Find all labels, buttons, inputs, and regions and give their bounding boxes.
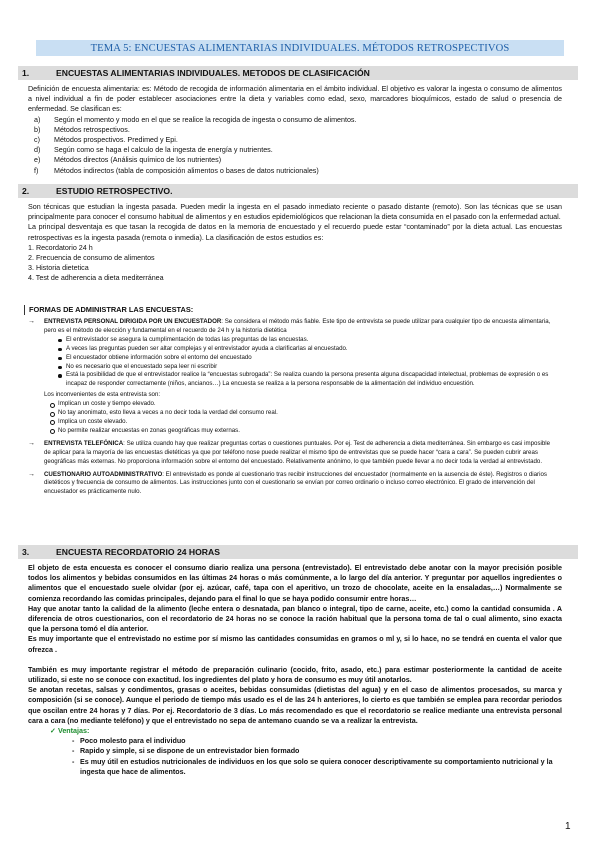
list-item: - Poco molesto para el individuo	[72, 736, 562, 746]
list-item: c) Métodos prospectivos. Predimed y Epi.	[34, 136, 178, 145]
list-item: a) Según el momento y modo en el que se realice la recogida de ingesta o consumo de alimentos.	[34, 115, 357, 124]
self-admin-item: → CUESTIONARIO AUTOADMINISTRATIVO: El entrevistado es ponde al cuestionario tras recibir instrucciones del encuestador (normalmente en la ausencia de éste). Registros o diarios dietéticos y frecuencia de consumo de alimentos. Las instrucciones junto con el cuestionario se envían por correo ordinario o incluso correo electrónico. El grado de intervención del encuestador es prácticamente nulo.	[28, 470, 547, 496]
list-item: 3. Historia dietetica	[28, 264, 89, 273]
s3-paragraph-2: Hay que anotar tanto la calidad de la alimento (leche entera o desnatada, pan blanco o integral, tipo de carne, aceite, etc.) como la cantidad consumida . A diferencia de otros cuestionarios, con el recordatorio de 24 horas no se conoce la ración habitual que la persona toma de tal o cual alimento, sino exacta que la persona tomó el día anterior.	[28, 604, 562, 634]
s2-list	[28, 243, 562, 284]
list-item: Implican un coste y tiempo elevado.	[50, 400, 558, 409]
check-icon: ✓	[50, 727, 56, 736]
page-number: 1	[565, 821, 571, 832]
s1-intro: Definición de encuesta alimentaria: es: Método de recogida de información alimentaria en el ámbito individual. El objetivo es valorar la ingesta o consumo de alimentos a nivel individual a fin de poder establecer asociaciones entre la dieta y variables como edad, sexo, marcadores bioquímicos, estado de salud o presencia de enfermedad. Se clasifican es:	[28, 85, 562, 114]
section-3-body	[28, 563, 562, 777]
list-item: 4. Test de adherencia a dieta mediterránea	[28, 274, 164, 283]
list-item: 1. Recordatorio 24 h	[28, 243, 93, 252]
forms-body	[28, 318, 558, 497]
list-item: No tay anonimato, esto lleva a veces a no decir toda la verdad del consumo real.	[50, 409, 558, 418]
list-item: e) Métodos directos (Análisis químico de los nutrientes)	[34, 156, 222, 165]
list-item: No es necesario que el encuestado sepa leer ni escribir	[58, 363, 558, 372]
forms-heading: FORMAS DE ADMINISTRAR LAS ENCUESTAS:	[24, 305, 193, 315]
section-2-body	[28, 202, 562, 284]
page-title: TEMA 5: ENCUESTAS ALIMENTARIAS INDIVIDUALES. MÉTODOS RETROSPECTIVOS	[90, 42, 510, 54]
s2-paragraph-2: La principal desventaja es que tasan la recogida de datos en la memoria de encuestado y el recuerdo puede estar “contaminado” por la dieta actual. Las encuestas retrospectivas es la ingesta pasada (remota o inmedia). La clasificación de estos estudios es:	[28, 223, 562, 242]
list-item: 2. Frecuencia de consumo de alimentos	[28, 254, 155, 263]
title-banner	[36, 40, 564, 56]
list-item: No permite realizar encuestas en zonas geográficas muy externas.	[50, 427, 558, 436]
list-item: b) Métodos retrospectivos.	[34, 125, 130, 134]
section-3-heading: 3. ENCUESTA RECORDATORIO 24 HORAS	[18, 545, 578, 559]
s3-paragraph-3: Es muy importante que el entrevistado no estime por sí mismo las cantidades consumidas en gramos o ml y, si lo hace, no se tendrá en cuenta el valor que ofrezca .	[28, 635, 562, 654]
s3-paragraph-1: El objeto de esta encuesta es conocer el consumo diario realiza una persona (entrevistado). El entrevistado debe anotar con la mayor precisión posible todos los alimentos y bebidas consumidos en las últimas 24 horas o más comúnmente, a lo largo del día anterior. Y preguntar por aquellos ingredientes o alimentos que el encuestado suele olvidar (por ej. azúcar, café, tapa con el aperitivo, un trozo de chocolate, aceite en la ensaladas,…) Normalmente se comienza recordando las comidas principales, dejando para el final lo que se haya podido consumir entre horas…	[28, 564, 562, 603]
list-item: d) Según como se haga el calculo de la ingesta de energía y nutrientes.	[34, 146, 273, 155]
list-item: Implica un coste elevado.	[50, 418, 558, 427]
list-item: El encuestador obtiene información sobre el entorno del encuestado	[58, 354, 558, 363]
s1-list	[28, 115, 562, 176]
list-item: f) Métodos indirectos (tabla de composición alimentos o bases de datos nutricionales)	[34, 166, 319, 175]
advantages-heading: ✓ Ventajas:	[50, 727, 90, 736]
list-item: Está la posibilidad de que el entrevistador realice la “encuestas subrogada”: Se realiza cuando la persona presenta alguna discapacidad intelectual, problemas de expresión o es incapaz de responder correctamente (niños, ancianos…) La encuesta se realiza a la persona responsable de la alimentación del individuo encuestión.	[58, 371, 558, 389]
s2-paragraph-1: Son técnicas que estudian la ingesta pasada. Pueden medir la ingesta en el pasado inmediato reciente o pasado distante (remoto). Son las técnicas que se usan principalmente para conocer el consumo habitual de alimentos y en estudios epidemiológicos que relacionan la dieta consumida en el pasado con la enfermedad actual.	[28, 203, 562, 222]
personal-bullets	[28, 336, 558, 389]
list-item: - Es muy útil en estudios nutricionales de individuos en los que solo se quiera conocer descriptivamente su comportamiento nutricional y la ingesta que hace de alimentos.	[72, 757, 562, 777]
arrow-icon: →	[28, 318, 35, 325]
arrow-icon: →	[28, 439, 35, 447]
personal-interview-item: → ENTREVISTA PERSONAL DIRIGIDA POR UN ENCUESTADOR: Se considera el método más fiable. Este tipo de entrevista se puede utilizar para cualquier tipo de encuesta alimentaria, pero es el método de elección y fundamental en el recuerdo de 24 h y la historia dietética	[28, 318, 551, 334]
phone-interview-item: → ENTREVISTA TELEFÓNICA: Se utiliza cuando hay que realizar preguntas cortas o cuestiones puntuales. Por ej. Test de adherencia a dieta mediterránea. Sin embargo es casi imposible de aplicar para la mayoría de las encuestas dietéticas ya que por teléfono nose puede realizar el mismo tipo de entrevistas que se puede hacer “cara a cara”. Se pueden cubrir areas geográficas más externas. No proporciona información sobre el entorno del encuestado. Relativamente anónimo, lo que también puede llevar a no decir toda la verdad al entrevistado.	[28, 439, 551, 465]
inconvenients-heading: Los inconvenientes de esta entrevista son:	[44, 391, 161, 399]
section-2-heading: 2. ESTUDIO RETROSPECTIVO.	[18, 184, 578, 198]
list-item: A veces las preguntas pueden ser altar complejas y el entrevistador ayuda a clarificarlas al encuestado.	[58, 345, 558, 354]
list-item: El entrevistador se asegura la cumplimentación de todas las preguntas de las encuestas.	[58, 336, 558, 345]
advantages-list	[28, 736, 562, 777]
list-item: - Rapido y simple, si se dispone de un entrevistador bien formado	[72, 746, 562, 756]
s3-paragraph-5: Se anotan recetas, salsas y condimentos, grasas o aceites, bebidas consumidas (dietistas del agua) y en el caso de alimentos procesados, su marca y composición (si se conoce). Aunque el periodo de tiempo más usado es el de las 24 h anteriores, lo cierto es que también se emplea para recordar periodos que oscilan entre 24 horas y 7 días. Por ej. Recordatorio de 3 días. Lo más recomendado es que el recordatorio se realice mediante una entrevista personal cara a cara (no mediante teléfono) y que el entrevistado no sepa de antemano cuando se va a realizar la entrevista.	[28, 686, 562, 725]
section-1-body	[28, 84, 562, 176]
s3-paragraph-4: También es muy importante registrar el método de preparación culinario (cocido, frito, asado, etc.) para estimar posteriormente la cantidad de aceite utilizado, si este no se conoce con exactitud. los ingredientes del plato y hora de consumo es muy útil anotarlos.	[28, 665, 562, 685]
inconvenients-list	[28, 400, 558, 436]
section-1-heading: 1. ENCUESTAS ALIMENTARIAS INDIVIDUALES. METODOS DE CLASIFICACIÓN	[18, 66, 578, 80]
arrow-icon: →	[28, 470, 35, 478]
